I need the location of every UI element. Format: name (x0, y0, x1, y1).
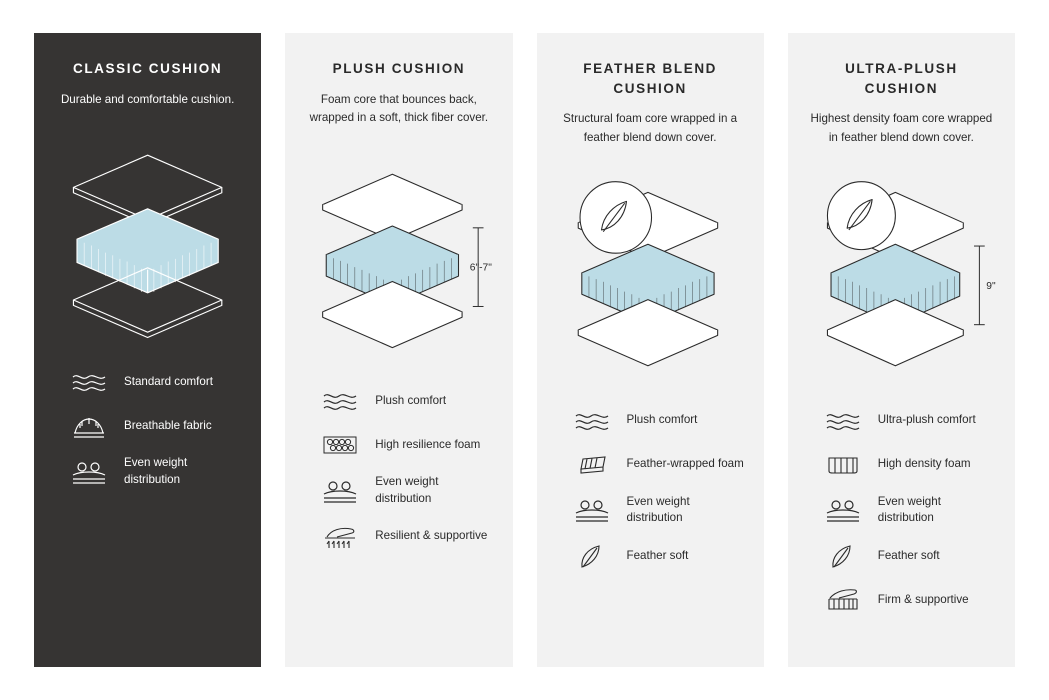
firm-supportive-icon (822, 585, 864, 615)
feature-label: Resilient & supportive (375, 529, 488, 543)
even-weight-distribution-icon (319, 476, 361, 506)
panel-title: FEATHER BLEND CUSHION (583, 61, 718, 96)
height-label: 6"-7" (470, 262, 493, 274)
feature-item (319, 474, 494, 508)
feature-list (555, 406, 746, 572)
feature-item (571, 494, 746, 528)
feature-label: Plush comfort (626, 413, 698, 427)
feature-item (571, 450, 746, 480)
wave-lines-icon (571, 406, 613, 436)
feature-label: Even weight distribution (626, 494, 690, 525)
panel-classic-cushion (34, 33, 261, 667)
feature-item (68, 455, 243, 489)
feature-label: Even weight distribution (877, 494, 941, 525)
exploded-cushion-illustration (806, 162, 997, 398)
feature-label: High density foam (877, 457, 971, 471)
feature-label: Firm & supportive (877, 592, 969, 606)
feature-label: Ultra-plush comfort (877, 413, 976, 427)
feature-label: Feather-wrapped foam (626, 457, 744, 471)
feature-item (571, 406, 746, 436)
resilient-support-hand-icon (319, 522, 361, 552)
feature-item (68, 367, 243, 397)
wave-lines-icon (68, 367, 110, 397)
honeycomb-foam-icon (319, 430, 361, 460)
feature-label: Plush comfort (375, 393, 447, 407)
breathable-fabric-icon (68, 411, 110, 441)
exploded-cushion-illustration (555, 162, 746, 398)
panel-ultra-plush-cushion (788, 33, 1015, 667)
feature-item (822, 406, 997, 436)
feather-wrapped-foam-icon (571, 450, 613, 480)
feature-item (822, 585, 997, 615)
panel-feather-blend-cushion (537, 33, 764, 667)
feature-item (822, 494, 997, 528)
even-weight-distribution-icon (822, 495, 864, 525)
exploded-cushion-illustration (303, 142, 494, 378)
feature-label: Feather soft (626, 548, 689, 562)
exploded-cushion-illustration (52, 123, 243, 359)
feature-label: Breathable fabric (124, 418, 212, 432)
feature-label: Even weight distribution (124, 456, 188, 487)
panel-title: ULTRA-PLUSH CUSHION (845, 61, 958, 96)
high-density-foam-icon (822, 450, 864, 480)
panel-title: CLASSIC CUSHION (72, 61, 223, 76)
panel-description: Highest density foam core wrapped in feather blend down cover. (810, 112, 993, 144)
feature-item (319, 430, 494, 460)
feature-label: Even weight distribution (375, 475, 439, 505)
feather-icon (822, 541, 864, 571)
feature-item (68, 411, 243, 441)
feature-list (52, 367, 243, 489)
feature-item (571, 541, 746, 571)
panel-plush-cushion (285, 33, 512, 667)
feature-label: Feather soft (877, 548, 940, 562)
feature-label: Standard comfort (124, 374, 213, 388)
feature-item (822, 541, 997, 571)
feature-list (806, 406, 997, 616)
panel-description: Foam core that bounces back, wrapped in a soft, thick fiber cover. (309, 92, 489, 125)
panel-description: Durable and comfortable cushion. (60, 92, 235, 106)
panel-title: PLUSH CUSHION (332, 61, 466, 76)
feature-list (303, 386, 494, 552)
height-label: 9" (986, 280, 996, 292)
even-weight-distribution-icon (68, 457, 110, 487)
even-weight-distribution-icon (571, 495, 613, 525)
feature-item (319, 522, 494, 552)
feature-label: High resilience foam (375, 437, 481, 451)
feature-item (319, 386, 494, 416)
wave-lines-icon (822, 406, 864, 436)
panel-description: Structural foam core wrapped in a feather blend down cover. (563, 112, 738, 144)
feather-icon (571, 541, 613, 571)
wave-lines-icon (319, 386, 361, 416)
feature-item (822, 450, 997, 480)
